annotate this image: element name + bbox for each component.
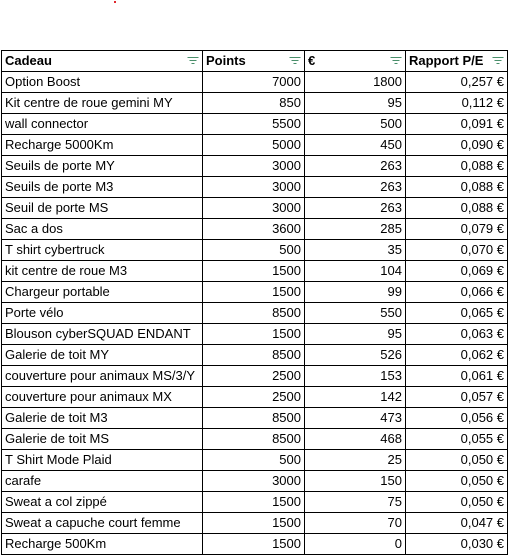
cell-points[interactable]: 3000	[203, 177, 305, 198]
filter-funnel-icon[interactable]	[187, 55, 199, 67]
cell-rapport-pe[interactable]: 0,050 €	[406, 471, 508, 492]
cell-points[interactable]: 5000	[203, 135, 305, 156]
cell-cadeau[interactable]: Sac a dos	[2, 219, 203, 240]
table-row	[2, 492, 508, 513]
cell-points[interactable]: 5500	[203, 114, 305, 135]
table-row	[2, 534, 508, 555]
table-row	[2, 114, 508, 135]
stray-red-dot	[114, 1, 116, 3]
filter-funnel-icon[interactable]	[289, 55, 301, 67]
cell-cadeau[interactable]: couverture pour animaux MX	[2, 387, 203, 408]
cell-cadeau[interactable]: Recharge 5000Km	[2, 135, 203, 156]
cell-euro[interactable]: 35	[305, 240, 406, 261]
cell-rapport-pe[interactable]: 0,065 €	[406, 303, 508, 324]
table-row	[2, 345, 508, 366]
cell-euro[interactable]: 0	[305, 534, 406, 555]
cell-cadeau[interactable]: Seuils de porte M3	[2, 177, 203, 198]
table-row	[2, 135, 508, 156]
table-row	[2, 324, 508, 345]
table-row	[2, 513, 508, 534]
cell-cadeau[interactable]: wall connector	[2, 114, 203, 135]
cell-rapport-pe[interactable]: 0,112 €	[406, 93, 508, 114]
table-row	[2, 198, 508, 219]
cell-euro[interactable]: 550	[305, 303, 406, 324]
cell-euro[interactable]: 473	[305, 408, 406, 429]
cell-rapport-pe[interactable]: 0,062 €	[406, 345, 508, 366]
cell-rapport-pe[interactable]: 0,063 €	[406, 324, 508, 345]
cell-points[interactable]: 1500	[203, 513, 305, 534]
table-row	[2, 303, 508, 324]
cell-cadeau[interactable]: Option Boost	[2, 72, 203, 93]
cell-euro[interactable]: 1800	[305, 72, 406, 93]
cell-cadeau[interactable]: Porte vélo	[2, 303, 203, 324]
cell-rapport-pe[interactable]: 0,088 €	[406, 177, 508, 198]
table-row	[2, 387, 508, 408]
cell-cadeau[interactable]: carafe	[2, 471, 203, 492]
cell-cadeau[interactable]: Seuils de porte MY	[2, 156, 203, 177]
cell-cadeau[interactable]: Galerie de toit MY	[2, 345, 203, 366]
cell-rapport-pe[interactable]: 0,055 €	[406, 429, 508, 450]
cell-cadeau[interactable]: Blouson cyberSQUAD ENDANT	[2, 324, 203, 345]
cell-rapport-pe[interactable]: 0,088 €	[406, 156, 508, 177]
cell-rapport-pe[interactable]: 0,070 €	[406, 240, 508, 261]
cell-points[interactable]: 8500	[203, 303, 305, 324]
cell-cadeau[interactable]: T shirt cybertruck	[2, 240, 203, 261]
cell-points[interactable]: 7000	[203, 72, 305, 93]
table-row	[2, 429, 508, 450]
cell-euro[interactable]: 104	[305, 261, 406, 282]
cell-points[interactable]: 1500	[203, 534, 305, 555]
cell-rapport-pe[interactable]: 0,066 €	[406, 282, 508, 303]
cell-rapport-pe[interactable]: 0,079 €	[406, 219, 508, 240]
cell-points[interactable]: 500	[203, 240, 305, 261]
cell-euro[interactable]: 70	[305, 513, 406, 534]
cell-rapport-pe[interactable]: 0,069 €	[406, 261, 508, 282]
cell-points[interactable]: 3000	[203, 156, 305, 177]
cell-euro[interactable]: 150	[305, 471, 406, 492]
cell-points[interactable]: 3600	[203, 219, 305, 240]
cell-cadeau[interactable]: Galerie de toit M3	[2, 408, 203, 429]
table-body	[2, 72, 508, 555]
table-row	[2, 93, 508, 114]
header-label: Rapport P/E	[409, 53, 484, 68]
cell-rapport-pe[interactable]: 0,091 €	[406, 114, 508, 135]
cell-euro[interactable]: 95	[305, 324, 406, 345]
header-cadeau	[2, 51, 203, 72]
cell-points[interactable]: 1500	[203, 261, 305, 282]
table-row	[2, 219, 508, 240]
table-row	[2, 72, 508, 93]
cell-cadeau[interactable]: Chargeur portable	[2, 282, 203, 303]
cell-rapport-pe[interactable]: 0,056 €	[406, 408, 508, 429]
cell-euro[interactable]: 500	[305, 114, 406, 135]
cell-cadeau[interactable]: Sweat a capuche court femme	[2, 513, 203, 534]
cell-points[interactable]: 500	[203, 450, 305, 471]
cell-rapport-pe[interactable]: 0,061 €	[406, 366, 508, 387]
cell-points[interactable]: 2500	[203, 387, 305, 408]
cell-points[interactable]: 3000	[203, 471, 305, 492]
header-points	[203, 51, 305, 72]
table-row	[2, 366, 508, 387]
cell-euro[interactable]: 263	[305, 198, 406, 219]
cell-rapport-pe[interactable]: 0,257 €	[406, 72, 508, 93]
header-row	[2, 51, 508, 72]
cell-cadeau[interactable]: couverture pour animaux MS/3/Y	[2, 366, 203, 387]
cell-points[interactable]: 8500	[203, 408, 305, 429]
cell-rapport-pe[interactable]: 0,090 €	[406, 135, 508, 156]
cell-euro[interactable]: 468	[305, 429, 406, 450]
header-euro	[305, 51, 406, 72]
cell-cadeau[interactable]: Galerie de toit MS	[2, 429, 203, 450]
cell-euro[interactable]: 153	[305, 366, 406, 387]
filter-funnel-icon[interactable]	[390, 55, 402, 67]
cell-points[interactable]: 1500	[203, 492, 305, 513]
table-row	[2, 177, 508, 198]
cell-points[interactable]: 8500	[203, 429, 305, 450]
cell-cadeau[interactable]: Kit centre de roue gemini MY	[2, 93, 203, 114]
table-row	[2, 450, 508, 471]
header-label: €	[308, 53, 316, 68]
rewards-table	[1, 50, 508, 555]
cell-rapport-pe[interactable]: 0,057 €	[406, 387, 508, 408]
cell-rapport-pe[interactable]: 0,088 €	[406, 198, 508, 219]
cell-rapport-pe[interactable]: 0,050 €	[406, 450, 508, 471]
table-row	[2, 240, 508, 261]
cell-euro[interactable]: 285	[305, 219, 406, 240]
cell-euro[interactable]: 263	[305, 177, 406, 198]
table-row	[2, 408, 508, 429]
table-row	[2, 282, 508, 303]
cell-cadeau[interactable]: Seuil de porte MS	[2, 198, 203, 219]
cell-euro[interactable]: 99	[305, 282, 406, 303]
cell-rapport-pe[interactable]: 0,050 €	[406, 492, 508, 513]
header-rapport-pe	[406, 51, 508, 72]
cell-points[interactable]: 3000	[203, 198, 305, 219]
filter-funnel-icon[interactable]	[492, 55, 504, 67]
cell-points[interactable]: 1500	[203, 282, 305, 303]
cell-rapport-pe[interactable]: 0,030 €	[406, 534, 508, 555]
cell-euro[interactable]: 450	[305, 135, 406, 156]
cell-points[interactable]: 2500	[203, 366, 305, 387]
cell-points[interactable]: 8500	[203, 345, 305, 366]
table-row	[2, 471, 508, 492]
cell-euro[interactable]: 526	[305, 345, 406, 366]
cell-cadeau[interactable]: T Shirt Mode Plaid	[2, 450, 203, 471]
cell-cadeau[interactable]: Sweat a col zippé	[2, 492, 203, 513]
cell-points[interactable]: 1500	[203, 324, 305, 345]
cell-euro[interactable]: 263	[305, 156, 406, 177]
header-label: Cadeau	[5, 53, 52, 68]
cell-cadeau[interactable]: kit centre de roue M3	[2, 261, 203, 282]
table-row	[2, 156, 508, 177]
cell-cadeau[interactable]: Recharge 500Km	[2, 534, 203, 555]
table-row	[2, 261, 508, 282]
cell-euro[interactable]: 95	[305, 93, 406, 114]
cell-points[interactable]: 850	[203, 93, 305, 114]
cell-euro[interactable]: 75	[305, 492, 406, 513]
cell-euro[interactable]: 25	[305, 450, 406, 471]
cell-rapport-pe[interactable]: 0,047 €	[406, 513, 508, 534]
cell-euro[interactable]: 142	[305, 387, 406, 408]
header-label: Points	[206, 53, 246, 68]
